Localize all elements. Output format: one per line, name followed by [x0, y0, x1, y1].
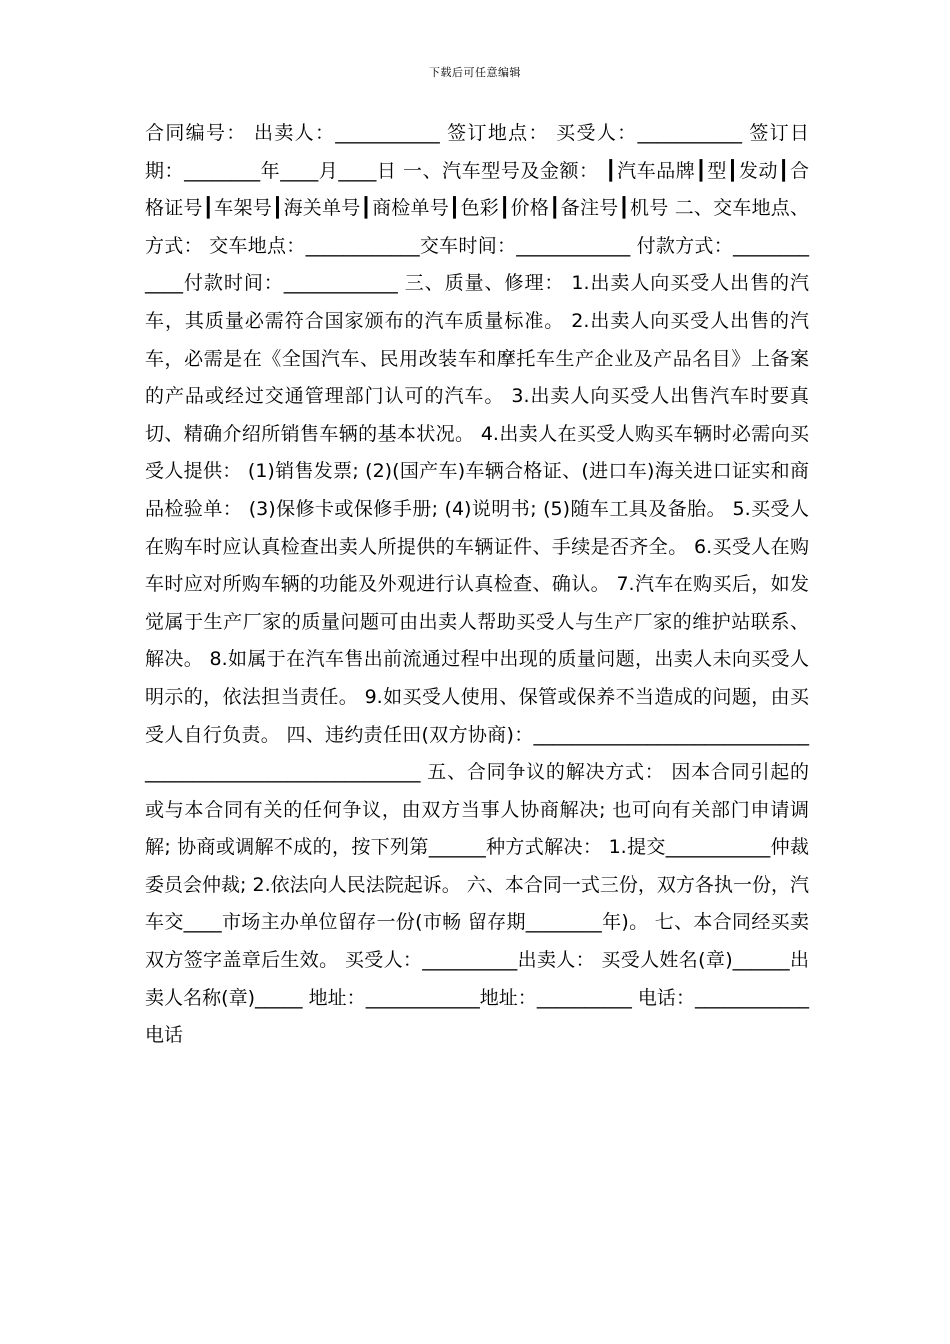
page-header: 下载后可任意编辑 [429, 66, 521, 79]
contract-body-text: 合同编号： 出卖人：___________ 签订地点： 买受人：___________ 签订日期：________年____月____日 一、汽车型号及金额： ┃汽车品牌┃型┃发动┃合格证号┃车架号┃海关单号┃商检单号┃色彩┃价格┃备注号┃机号 二、交车地点、方式： 交车地点：____________交车时间：____________ 付款方式：____________付款时间：____________ 三、质量、修理： 1.出卖人向买受人出售的汽车，其质量必需符合国家颁布的汽车质量标准。 2.出卖人向买受人出售的汽车，必需是在《全国汽车、民用改装车和摩托车生产企业及产品名目》上备案的产品或经过交通管理部门认可的汽车。 3.出卖人向买受人出售汽车时要真切、精确介绍所销售车辆的基本状况。 4.出卖人在买受人购买车辆时必需向买受人提供： (1)销售发票; (2)(国产车)车辆合格证、(进口车)海关进口证实和商品检验单： (3)保修卡或保修手册; (4)说明书; (5)随车工具及备胎。 5.买受人在购车时应认真检查出卖人所提供的车辆证件、手续是否齐全。 6.买受人在购车时应对所购车辆的功能及外观进行认真检查、确认。 7.汽车在购买后，如发觉属于生产厂家的质量问题可由出卖人帮助买受人与生产厂家的维护站联系、解决。 8.如属于在汽车售出前流通过程中出现的质量问题，出卖人未向买受人明示的，依法担当责任。 9.如买受人使用、保管或保养不当造成的问题，由买受人自行负责。 四、违约责任田(双方协商)：__________________________________________________________ 五、合同争议的解决方式： 因本合同引起的或与本合同有关的任何争议，由双方当事人协商解决; 也可向有关部门申请调解; 协商或调解不成的，按下列第______种方式解决： 1.提交___________仲裁委员会仲裁; 2.依法向人民法院起诉。 六、本合同一式三份，双方各执一份，汽车交____市场主办单位留存一份(市畅 留存期________年)。 七、本合同经买卖双方签字盖章后生效。 买受人：__________出卖人： 买受人姓名(章)______出卖人名称(章)_____ 地址：____________地址：__________ 电话：____________电话 [145, 122, 809, 1047]
